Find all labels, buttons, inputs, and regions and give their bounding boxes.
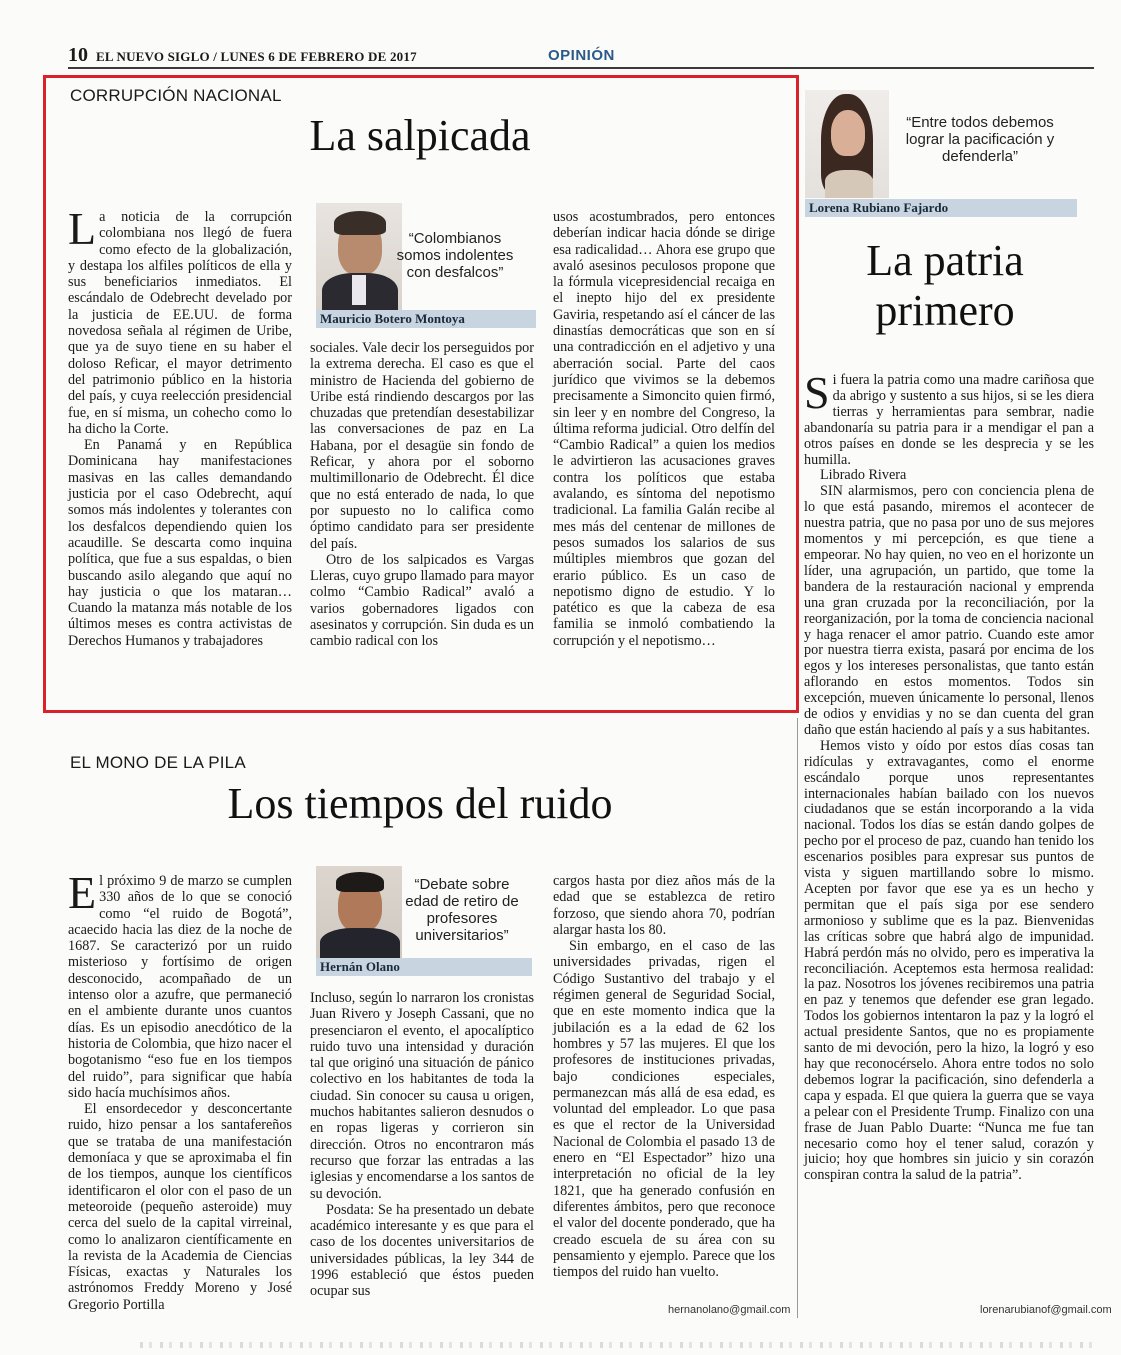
article2-title: Los tiempos del ruido: [227, 779, 613, 828]
section-label: OPINIÓN: [548, 47, 615, 64]
paragraph: Incluso, según lo narraron los cronistas Juan Rivero y Joseph Cassani, que no presenciaron el evento, el apocalíptico ruido tuvo una intensidad y duración tal que originó una situación de pánico colectivo en los habitantes de toda la ciudad. Sin conocer su causa u origen, muchos habitantes salieron desnudos o en ropas ligeras y corrieron sin dirección. Otros no encontraron más recurso que forzar las entradas a las iglesias y encomendarse a los santos de su devoción.: [310, 990, 534, 1202]
author-name: Hernán Olano: [316, 958, 532, 976]
author-photo: [316, 866, 402, 960]
article1-column-1: [68, 203, 292, 649]
paragraph: usos acostumbrados, pero entonces deberían indicar hacia dónde se dirige esa radicalidad… Ahora ese grupo que avaló asesinos peculosos propone que la fórmula vicepresidencial recaiga en el inepto hijo del ex presidente Gaviria, respetando así el cáncer de las dinastías democráticas que son en sí una contradicción en el adjetivo y una aberración social. Parte del caos jurídico que vivimos se la debemos precisamente a Simoncito quien firmó, sin leer y en nombre del Congreso, la última reforma judicial. Otro delfín del “Cambio Radical” a quien los medios le advirtieron las acusaciones graves contra los políticos que estaba avalando, es síntoma del nepotismo tradicional. La familia Galán recibe al mes más del centenar de millones de pesos sumados los salarios de sus múltiples miembros que gozan del erario público. Es un caso de nepotismo digno de estudio. Y lo patético es que la cabeza de esa familia se inmoló combatiendo la corrupción y el nepotismo…: [553, 209, 775, 649]
dropcap: E: [68, 867, 97, 918]
author-name: Mauricio Botero Montoya: [316, 310, 536, 328]
author-photo: [805, 90, 889, 198]
paragraph: cargos hasta por diez años más de la edad que se establezca de retiro forzoso, que siendo ahora 70, podrían alargar hasta los 80.: [553, 873, 775, 938]
paragraph: El ensordecedor y desconcertante ruido, hizo pensar a los santafereños que se trataba de una manifestación demoníaca y que se aproximaba el fin de los tiempos, aunque los científicos identificaron el olor con el paso de un meteoroide (pequeño asteroide) muy cerca del suelo de la capital virreinal, como lo analizaron científicamente en la revista de la Academia de Ciencias Físicas, exactas y Naturales los astrónomos Freddy Moreno y José Gregorio Portilla: [68, 1101, 292, 1313]
paragraph: Hemos visto y oído por estos días cosas tan ridículas y extravagantes, como el enorme escándalo porque unos representantes internacionales habían bailado con los nuevos ciudadanos que se están incorporando a la vida nacional. Todos los días se están dando golpes de pecho por el proceso de paz, cuando han tenido los escenarios posibles para expresar sus puntos de vista y siguen martillando sobre lo mismo. Acepten por favor que ese ya es un hecho y permitan que el país siga por ese sendero armonioso y sublime que es la paz. Bienvenidas las críticas sobre que habrá algo de impunidad. Habrá perdón más no olvido, pero es imperativa la reconciliación. Aceptemos esta hermosa realidad: la paz. Nosotros los jóvenes recibiremos una patria en paz y tenemos que defender ese gran legado. Todos los gobiernos intentaron la paz y la logró el actual presidente Santos, que no es propiamente santo de mi devoción, pero la hizo, la logró y eso hay que reconocérselo. Ahora entre todos no solo debemos lograr la pacificación, sino defenderla a capa y espada. El que quiera la guerra que se vaya a pelear con el Presidente Trump. Finalizo con una frase de Juan Pablo Duarte: “Nunca me fue tan necesario como hoy el tener salud, corazón y juicio; hoy que hombres sin juicio y sin corazón conspiran contra la salud de la patria”.: [804, 737, 1094, 1184]
paragraph: Otro de los salpicados es Vargas Lleras, cuyo grupo llamado para mayor colmo “Cambio Radical” avaló a varios gobernadores ligados con asesinatos y corrupción. Sin duda es un cambio radical con los: [310, 551, 534, 650]
article2-kicker: EL MONO DE LA PILA: [70, 753, 246, 772]
column-divider: [797, 718, 798, 1318]
dropcap: L: [68, 203, 97, 254]
paragraph: Posdata: Se ha presentado un debate académico interesante y es que para el caso de los docentes universitarios de universidades públicas, la ley 344 de 1996 estableció que éstos pueden ocupar sus: [310, 1201, 534, 1300]
paragraph: SIN alarmismos, pero con conciencia plena de lo que está pasando, miremos el acontecer de nuestra patria, que no pasa por uno de sus mejores momentos y mi percepción, es que tiene a empeorar. No hay quien, no veo en el horizonte un líder, una agrupación, un partido, que tome la bandera de la restauración nacional y emprenda una gran cruzada por la reconciliación, por la reorganización, por la toma de conciencia nacional y haga renacer el amor patrio. Cuando este amor por nuestra tierra exista, pasará por encima de los egos y los intereses personalistas, que tanto están aflorando en estos momentos. Todos sin excepción, mueven únicamente lo personal, llenos de odios y envidias y no se dan cuenta del gran daño que están haciendo al país y a sus habitantes.: [804, 483, 1094, 738]
article1-kicker: CORRUPCIÓN NACIONAL: [70, 86, 282, 105]
article1-column-3: [553, 209, 775, 649]
pull-quote: “Entre todos debemos lograr la pacificación y defenderla”: [905, 114, 1055, 165]
paragraph: l próximo 9 de marzo se cumplen 330 años de lo que se conoció como “el ruido de Bogotá”, acaecido hacia las diez de la noche de 1687. Se caracterizó por un ruido misterioso y fortísimo de origen desconocido, acompañado de un intenso olor a azufre, que permaneció en el ambiente durante unos cuantos días. Es un episodio anecdótico de la historia de Colombia, que hizo nacer el bogotanismo “eso fue en los tiempos del ruido”, para significar que había sido hacía muchísimos años.: [68, 873, 292, 1101]
author-name: Lorena Rubiano Fajardo: [805, 199, 1077, 217]
paragraph: Sin embargo, en el caso de las universidades privadas, rigen el Código Sustantivo del trabajo y el régimen general de Seguridad Social, que en este momento indica que la jubilación es a la edad de 62 los hombres y 57 las mujeres. El que los profesores de instituciones privadas, bajo condiciones especiales, permanezcan más allá de esa edad, es voluntad del empleador. Lo que pasa es que el rector de la Universidad Nacional de Colombia el pasado 13 de enero en “El Espectador” hizo una interpretación no oficial de la ley 1821, que ha generado confusión en diferentes ámbitos, pero que reconoce el valor del docente ponderado, que ha creado escuela de su área con su pensamiento y ejemplo. Parece que los tiempos del ruido han vuelto.: [553, 938, 775, 1281]
article1-title: La salpicada: [309, 111, 531, 160]
paragraph: sociales. Vale decir los perseguidos por la extrema derecha. El caso es que el ministro de Hacienda del gobierno de Uribe está rindiendo descargos por las chuzadas que pretendían desestabilizar las conversaciones de paz en La Habana, por el desagüe sin fondo de Reficar, y ahora por el soborno multimillonario de Odebrecht. Él dice que no está enterado de nada, lo que por supuesto no lo califica como óptimo candidato para ser presidente del país.: [310, 340, 534, 552]
pull-quote: “Colombianos somos indolentes con desfalcos”: [396, 230, 514, 281]
header-rule: [68, 67, 1094, 69]
article2-column-3: [553, 873, 775, 1280]
article1-column-2: [310, 340, 534, 650]
article2-column-1: [68, 867, 292, 1313]
page-number: 10: [68, 44, 88, 66]
pull-quote: “Debate sobre edad de retiro de profesores universitarios”: [405, 876, 519, 944]
paragraph: a noticia de la corrupción colombiana nos llegó de fuera como efecto de la globalización, y destapa los alfiles políticos de ella y sus beneficiarios inmediatos. El escándalo de Odebrecht develado por la justicia de EE.UU. de forma novedosa señala al régimen de Uribe, que ya de suyo tiene en su haber el doloso Reficar, el mayor detrimento del patrimonio público en la historia del país, y cuya reelección presidencial fue, en sí misma, un cohecho como lo ha dicho la Corte.: [68, 209, 292, 437]
article3-body: [804, 367, 1094, 1184]
author-email: hernanolano@gmail.com: [668, 1304, 791, 1316]
scan-artifact: [140, 1342, 1100, 1348]
article3-title: La patria primero: [866, 236, 1024, 335]
paragraph: i fuera la patria como una madre cariñosa que da abrigo y sustento a sus hijos, si se les diera tierras y herramientas para sembrar, nadie abandonaría su patria para ir a mendigar el pan a otros países en donde se les desprecia y se les humilla.: [804, 372, 1094, 468]
epigraph-author: Librado Rivera: [820, 467, 907, 484]
dropcap: S: [804, 367, 830, 418]
author-email: lorenarubianof@gmail.com: [980, 1304, 1112, 1316]
paragraph: En Panamá y en República Dominicana hay manifestaciones masivas en las calles demandando justicia por el caso Odebrecht, aquí somos más indolentes y tolerantes con los desfalcos dependiendo quien los acaudille. Se descarta como inquina política, que fue a sus espaldas, o bien buscando asilo alegando que aquí no hay justicia o que los mataran… Cuando la matanza más notable de los últimos meses es contra activistas de Derechos Humanos y trabajadores: [68, 437, 292, 649]
masthead-date: EL NUEVO SIGLO / LUNES 6 DE FEBRERO DE 2017: [96, 49, 417, 64]
article2-column-2: [310, 990, 534, 1300]
